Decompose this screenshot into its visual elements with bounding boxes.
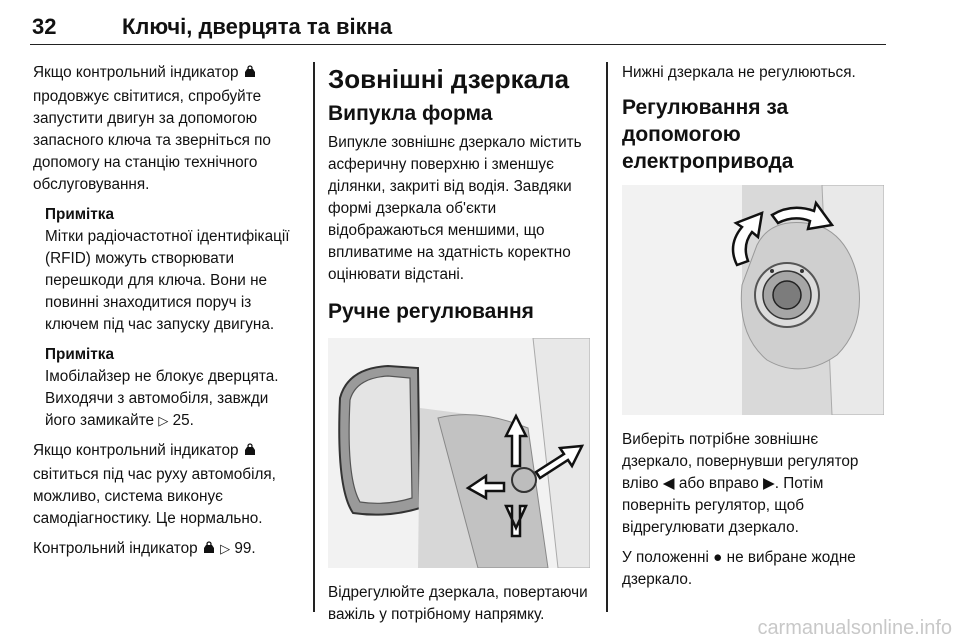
note (33, 344, 303, 432)
subsection-heading: Регулювання за допомогою електропривода (622, 96, 794, 173)
subsection-heading: Ручне регулювання (328, 300, 534, 323)
page-reference-icon[interactable]: ▷ (158, 413, 169, 428)
page-reference-icon[interactable]: ▷ (220, 541, 231, 556)
paragraph: Випукле зовнішнє дзеркало містить асферичну поверхню і зменшує ділянки, закриті від водія. Завдяки формі дзеркала об'єкти відображаються меншими, що впливатиме на здатність коректно оцінювати відстані. (328, 134, 582, 283)
paragraph: Контрольний індикатор ▷ 99. (33, 538, 303, 562)
page-reference[interactable]: 99. (234, 540, 256, 557)
note-text: Мітки радіочастотної ідентифікації (RFID) можуть створювати перешкоди для ключа. Вони не повинні знаходитися поруч із ключем під час запуску двигуна. (45, 228, 290, 333)
paragraph: Відрегулюйте дзеркала, повертаючи важіль у потрібному напрямку. (328, 584, 588, 623)
column-right (622, 62, 890, 599)
power-mirror-control-illustration (622, 185, 884, 415)
paragraph: Виберіть потрібне зовнішнє дзеркало, повернувши регулятор вліво ◀ або вправо ▶. Потім поверніть регулятор, щоб відрегулювати дзеркало. (622, 431, 859, 536)
manual-mirror-illustration (328, 338, 590, 568)
column-middle (328, 62, 598, 634)
paragraph: Якщо контрольний індикатор продовжує світитися, спробуйте запустити двигун за допомогою запасного ключа та зверніться по допомогу на станцію технічного обслуговування. (33, 64, 271, 193)
page-number: 32 (32, 14, 57, 39)
immobiliser-indicator-icon (243, 64, 257, 86)
note-title: Примітка (45, 206, 114, 223)
page-reference[interactable]: 25. (172, 412, 194, 429)
note-title: Примітка (45, 346, 114, 363)
watermark: carmanualsonline.info (757, 617, 952, 639)
note-text: Імобілайзер не блокує дверцята. Виходячи з автомобіля, завжди його замикайте ▷ 25. (45, 368, 279, 429)
subsection-heading: Випукла форма (328, 102, 493, 125)
note (33, 204, 303, 336)
immobiliser-indicator-icon (202, 540, 216, 562)
column-divider (606, 62, 608, 612)
column-divider (313, 62, 315, 612)
column-left (33, 62, 303, 570)
paragraph: Якщо контрольний індикатор світиться під час руху автомобіля, можливо, система виконує самодіагностику. Це нормально. (33, 442, 276, 527)
page-title: Ключі, дверцята та вікна (122, 14, 393, 39)
paragraph: Нижні дзеркала не регулюються. (622, 64, 856, 81)
page-header (30, 10, 886, 45)
immobiliser-indicator-icon (243, 442, 257, 464)
paragraph: У положенні ● не вибране жодне дзеркало. (622, 549, 856, 588)
section-heading: Зовнішні дзеркала (328, 64, 570, 94)
